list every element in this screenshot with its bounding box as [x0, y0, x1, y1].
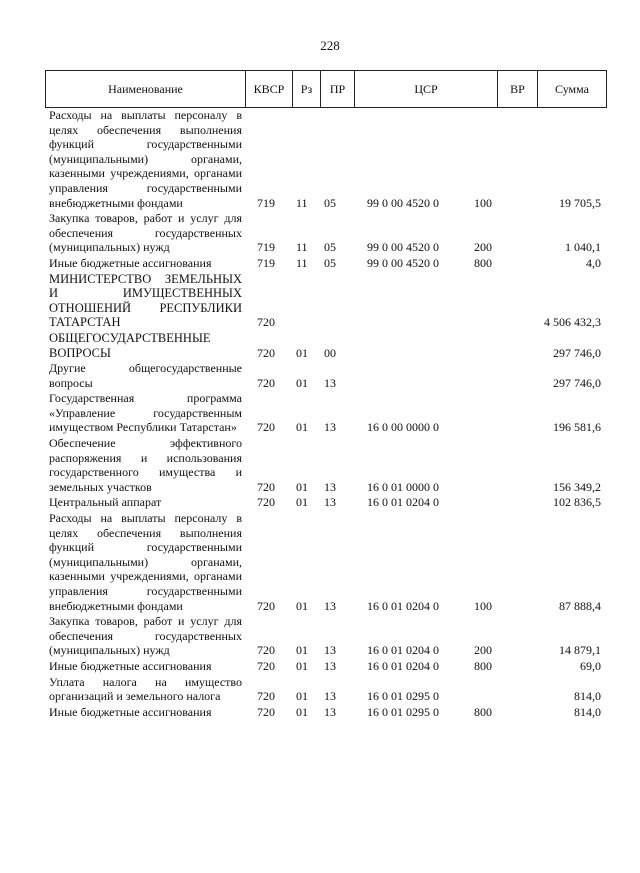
row-kvsr: 720	[257, 598, 275, 613]
row-rz: 01	[296, 643, 308, 658]
table-row	[49, 659, 609, 674]
table-row	[49, 331, 609, 360]
row-kvsr: 720	[257, 704, 275, 719]
row-pr: 13	[324, 689, 336, 704]
row-sum: 814,0	[574, 689, 601, 704]
row-rz: 11	[296, 195, 308, 210]
row-kvsr: 720	[257, 495, 275, 510]
row-pr: 13	[324, 598, 336, 613]
row-rz: 01	[296, 479, 308, 494]
row-name: Расходы на выплаты персоналу в целях обеспечения выполнения функций государственными (муниципальными) органами, казенными учреждениями, органами управления государственными внебюджетными фондами	[49, 108, 242, 210]
table-row	[49, 436, 609, 494]
row-rz: 01	[296, 689, 308, 704]
header-vr: ВР	[498, 71, 538, 107]
row-vr: 800	[474, 704, 492, 719]
row-vr: 100	[474, 195, 492, 210]
table-row	[49, 495, 609, 510]
row-rz: 01	[296, 704, 308, 719]
header-rz: Рз	[293, 71, 321, 107]
row-name: Государственная программа «Управление государственным имуществом Республики Татарстан»	[49, 391, 242, 435]
table-row	[49, 705, 609, 720]
row-rz: 11	[296, 255, 308, 270]
row-rz: 01	[296, 375, 308, 390]
row-name: МИНИСТЕРСТВО ЗЕМЕЛЬНЫХ И ИМУЩЕСТВЕННЫХ ОТНОШЕНИЙ РЕСПУБЛИКИ ТАТАРСТАН	[49, 271, 242, 330]
row-pr: 00	[324, 345, 336, 360]
row-rz: 01	[296, 495, 308, 510]
row-pr: 05	[324, 255, 336, 270]
row-csr: 16 0 00 0000 0	[367, 420, 439, 435]
table-row	[49, 675, 609, 704]
row-name: Иные бюджетные ассигнования	[49, 704, 212, 719]
row-kvsr: 720	[257, 315, 275, 330]
table-header	[45, 70, 607, 108]
row-pr: 13	[324, 658, 336, 673]
header-name: Наименование	[46, 71, 246, 107]
table-row	[49, 614, 609, 658]
row-rz: 01	[296, 598, 308, 613]
row-name: Закупка товаров, работ и услуг для обеспечения государственных (муниципальных) нужд	[49, 614, 242, 658]
row-kvsr: 720	[257, 658, 275, 673]
row-sum: 814,0	[574, 704, 601, 719]
row-sum: 102 836,5	[553, 495, 601, 510]
row-name: ОБЩЕГОСУДАРСТВЕННЫЕ ВОПРОСЫ	[49, 330, 211, 360]
row-sum: 1 040,1	[565, 240, 601, 255]
row-csr: 99 0 00 4520 0	[367, 195, 439, 210]
row-sum: 297 746,0	[553, 345, 601, 360]
header-kvsr: КВСР	[246, 71, 293, 107]
table-body	[49, 108, 609, 719]
row-kvsr: 720	[257, 689, 275, 704]
row-pr: 13	[324, 495, 336, 510]
row-name: Уплата налога на имущество организаций и земельного налога	[49, 674, 242, 704]
table-row	[49, 108, 609, 210]
row-csr: 16 0 01 0204 0	[367, 598, 439, 613]
table-row	[49, 272, 609, 330]
row-kvsr: 720	[257, 479, 275, 494]
row-rz: 01	[296, 420, 308, 435]
row-vr: 800	[474, 658, 492, 673]
row-sum: 87 888,4	[559, 598, 601, 613]
row-csr: 16 0 01 0295 0	[367, 689, 439, 704]
row-name: Обеспечение эффективного распоряжения и использования государственного имущества и земельных участков	[49, 436, 242, 494]
row-kvsr: 719	[257, 195, 275, 210]
row-name: Другие общегосударственные вопросы	[49, 361, 242, 390]
table-row	[49, 256, 609, 271]
row-pr: 13	[324, 420, 336, 435]
header-pr: ПР	[321, 71, 355, 107]
row-sum: 196 581,6	[553, 420, 601, 435]
row-rz: 11	[296, 240, 308, 255]
row-kvsr: 719	[257, 255, 275, 270]
row-kvsr: 720	[257, 375, 275, 390]
row-csr: 16 0 01 0204 0	[367, 658, 439, 673]
row-kvsr: 720	[257, 420, 275, 435]
row-pr: 05	[324, 195, 336, 210]
row-sum: 297 746,0	[553, 375, 601, 390]
row-pr: 13	[324, 704, 336, 719]
row-name: Закупка товаров, работ и услуг для обеспечения государственных (муниципальных) нужд	[49, 211, 242, 255]
table-row	[49, 211, 609, 255]
row-kvsr: 720	[257, 345, 275, 360]
row-sum: 156 349,2	[553, 479, 601, 494]
page-number: 228	[320, 38, 340, 53]
row-csr: 99 0 00 4520 0	[367, 240, 439, 255]
header-sum: Сумма	[555, 81, 589, 96]
row-sum: 4,0	[586, 255, 601, 270]
row-pr: 05	[324, 240, 336, 255]
row-kvsr: 719	[257, 240, 275, 255]
row-csr: 99 0 00 4520 0	[367, 255, 439, 270]
row-csr: 16 0 01 0204 0	[367, 643, 439, 658]
table-row	[49, 511, 609, 613]
row-sum: 69,0	[580, 658, 601, 673]
row-name: Иные бюджетные ассигнования	[49, 658, 212, 673]
row-csr: 16 0 01 0000 0	[367, 479, 439, 494]
row-pr: 13	[324, 643, 336, 658]
row-rz: 01	[296, 658, 308, 673]
row-vr: 100	[474, 598, 492, 613]
row-name: Расходы на выплаты персоналу в целях обеспечения выполнения функций государственными (муниципальными) органами, казенными учреждениями, органами управления государственными внебюджетными фондами	[49, 511, 242, 613]
row-pr: 13	[324, 375, 336, 390]
row-kvsr: 720	[257, 643, 275, 658]
row-sum: 4 506 432,3	[544, 315, 601, 330]
header-csr: ЦСР	[355, 71, 498, 107]
row-sum: 19 705,5	[559, 195, 601, 210]
row-vr: 200	[474, 240, 492, 255]
row-vr: 200	[474, 643, 492, 658]
row-sum: 14 879,1	[559, 643, 601, 658]
row-name: Центральный аппарат	[49, 495, 162, 510]
row-pr: 13	[324, 479, 336, 494]
table-row	[49, 361, 609, 390]
row-name: Иные бюджетные ассигнования	[49, 255, 212, 270]
row-vr: 800	[474, 255, 492, 270]
row-rz: 01	[296, 345, 308, 360]
row-csr: 16 0 01 0295 0	[367, 704, 439, 719]
row-csr: 16 0 01 0204 0	[367, 495, 439, 510]
table-row	[49, 391, 609, 435]
